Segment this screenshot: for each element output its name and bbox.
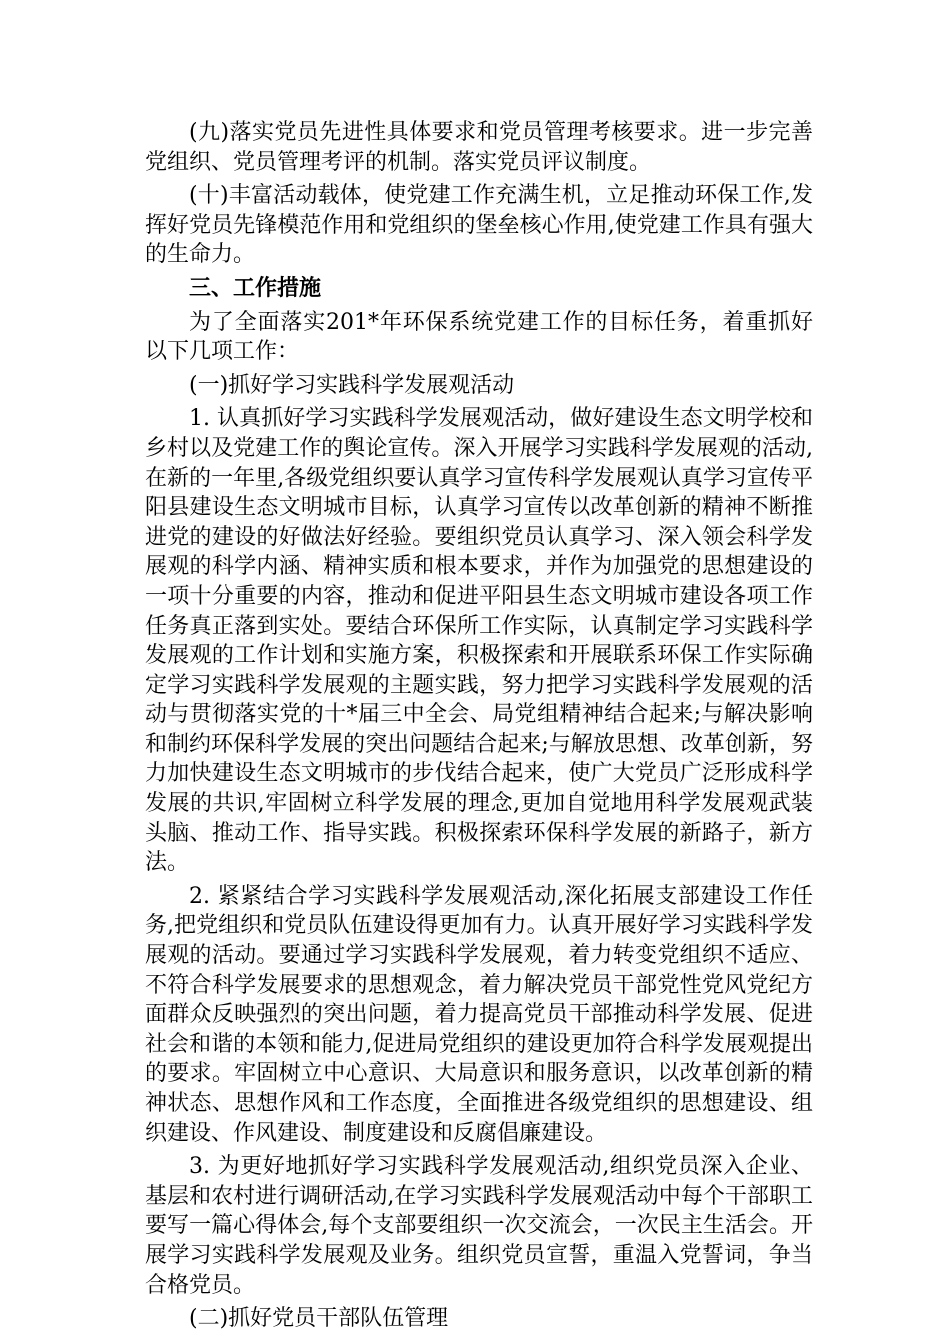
subsection-heading-1: (一)抓好学习实践科学发展观活动 [189, 372, 515, 398]
section-heading-work-measures: 三、工作措施 [189, 274, 322, 301]
paragraph-intro: 为了全面落实201*年环保系统党建工作的目标任务，着重抓好以下几项工作： [145, 309, 813, 365]
paragraph-measure-1: 1. 认真抓好学习实践科学发展观活动，做好建设生态文明学校和乡村以及党建工作的舆论宣传。深入开展学习实践科学发展观的活动,在新的一年里,各级党组织要认真学习宣传科学发展观认真学习宣传平阳县建设生态文明城市目标，认真学习宣传以改革创新的精神不断推进党的建设的好做法好经验。要组织党员认真学习、深入领会科学发展观的科学内涵、精神实质和根本要求，并作为加强党的思想建设的一项十分重要的内容，推动和促进平阳县生态文明城市建设各项工作任务真正落到实处。要结合环保所工作实际，认真制定学习实践科学发展观的工作计划和实施方案，积极探索和开展联系环保工作实际确定学习实践科学发展观的主题实践，努力把学习实践科学发展观的活动与贯彻落实党的十*届三中全会、局党组精神结合起来;与解决影响和制约环保科学发展的突出问题结合起来;与解放思想、改革创新，努力加快建设生态文明城市的步伐结合起来，使广大党员广泛形成科学发展的共识,牢固树立科学发展的理念,更加自觉地用科学发展观武装头脑、推动工作、指导实践。积极探索环保科学发展的新路子，新方法。 [145, 406, 813, 876]
paragraph-item-10: (十)丰富活动载体，使党建工作充满生机，立足推动环保工作,发挥好党员先锋模范作用和党组织的堡垒核心作用,使党建工作具有强大的生命力。 [145, 183, 813, 268]
subsection-heading-2: (二)抓好党员干部队伍管理 [189, 1306, 449, 1332]
document-page [145, 118, 813, 1338]
paragraph-measure-3: 3. 为更好地抓好学习实践科学发展观活动,组织党员深入企业、基层和农村进行调研活动,在学习实践科学发展观活动中每个干部职工要写一篇心得体会,每个支部要组织一次交流会，一次民主生活会。开展学习实践科学发展观及业务。组织党员宣誓，重温入党誓词，争当合格党员。 [145, 1154, 813, 1298]
paragraph-item-9: (九)落实党员先进性具体要求和党员管理考核要求。进一步完善党组织、党员管理考评的机制。落实党员评议制度。 [145, 120, 813, 175]
paragraph-measure-2: 2. 紧紧结合学习实践科学发展观活动,深化拓展支部建设工作任务,把党组织和党员队伍建设得更加有力。认真开展好学习实践科学发展观的活动。要通过学习实践科学发展观，着力转变党组织不适应、不符合科学发展要求的思想观念，着力解决党员干部党性党风党纪方面群众反映强烈的突出问题，着力提高党员干部推动科学发展、促进社会和谐的本领和能力,促进局党组织的建设更加符合科学发展观提出的要求。牢固树立中心意识、大局意识和服务意识，以改革创新的精神状态、思想作风和工作态度，全面推进各级党组织的思想建设、组织建设、作风建设、制度建设和反腐倡廉建设。 [145, 883, 813, 1146]
